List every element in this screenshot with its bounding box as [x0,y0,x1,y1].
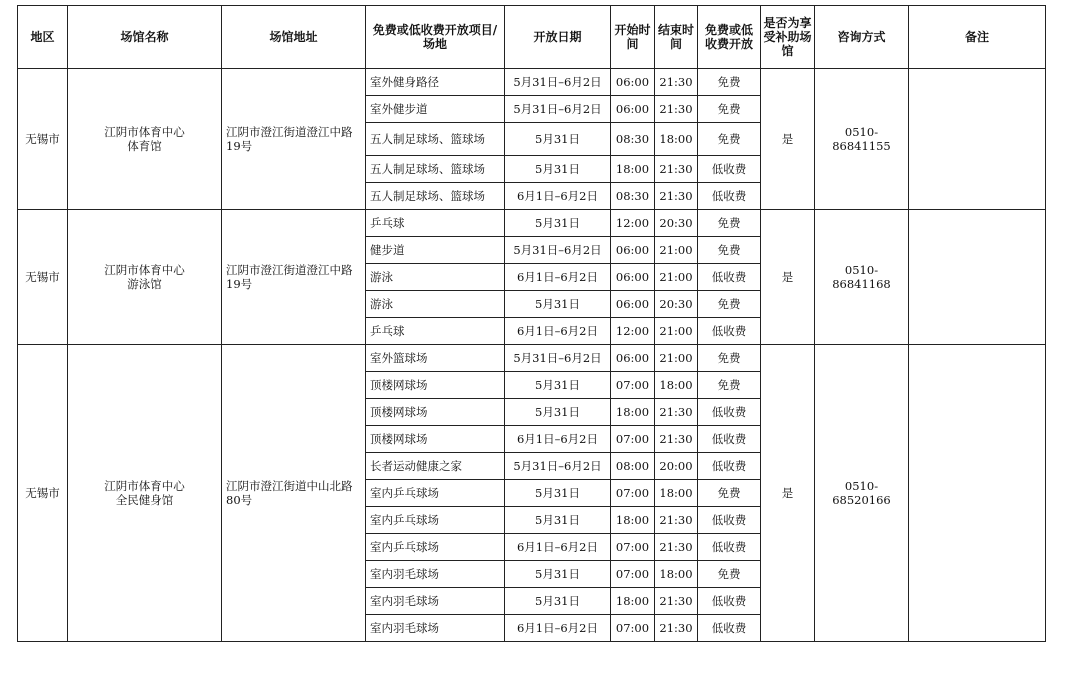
dates-cell: 5月31日 [505,123,611,156]
end-time-cell: 21:00 [655,345,698,372]
fee-type-cell: 低收费 [698,264,761,291]
item-cell: 游泳 [366,264,505,291]
start-time-cell: 06:00 [611,69,655,96]
header-address: 场馆地址 [222,6,366,69]
item-cell: 室内羽毛球场 [366,615,505,642]
venue-name-line: 江阴市体育中心 [104,125,185,139]
fee-type-cell: 免费 [698,291,761,318]
header-note: 备注 [909,6,1046,69]
dates-cell: 5月31日 [505,588,611,615]
item-cell: 长者运动健康之家 [366,453,505,480]
fee-type-cell: 低收费 [698,588,761,615]
fee-type-cell: 低收费 [698,426,761,453]
header-item: 免费或低收费开放项目/场地 [366,6,505,69]
item-cell: 健步道 [366,237,505,264]
contact-cell: 0510-86841168 [815,210,909,345]
end-time-cell: 21:00 [655,264,698,291]
item-cell: 顶楼网球场 [366,426,505,453]
end-time-cell: 21:30 [655,69,698,96]
end-time-cell: 21:00 [655,318,698,345]
contact-cell: 0510-68520166 [815,345,909,642]
end-time-cell: 18:00 [655,123,698,156]
dates-cell: 5月31日–6月2日 [505,237,611,264]
dates-cell: 5月31日–6月2日 [505,96,611,123]
venue-address-cell: 江阴市澄江街道澄江中路19号 [222,210,366,345]
dates-cell: 5月31日 [505,561,611,588]
venue-name-cell [68,345,222,642]
fee-type-cell: 低收费 [698,183,761,210]
end-time-cell: 21:00 [655,237,698,264]
end-time-cell: 21:30 [655,96,698,123]
start-time-cell: 07:00 [611,561,655,588]
header-region: 地区 [18,6,68,69]
start-time-cell: 18:00 [611,507,655,534]
start-time-cell: 12:00 [611,318,655,345]
table-row [18,210,1046,237]
note-cell [909,69,1046,210]
fee-type-cell: 低收费 [698,318,761,345]
header-row [18,6,1046,69]
start-time-cell: 07:00 [611,615,655,642]
dates-cell: 5月31日 [505,291,611,318]
region-cell: 无锡市 [18,345,68,642]
venue-name-line: 游泳馆 [127,277,162,291]
venue-name-cell [68,69,222,210]
end-time-cell: 21:30 [655,183,698,210]
fee-type-cell: 免费 [698,123,761,156]
item-cell: 室内乒乓球场 [366,534,505,561]
fee-type-cell: 低收费 [698,156,761,183]
item-cell: 室外篮球场 [366,345,505,372]
dates-cell: 6月1日–6月2日 [505,426,611,453]
venue-schedule-table [17,5,1046,642]
end-time-cell: 21:30 [655,588,698,615]
start-time-cell: 06:00 [611,345,655,372]
fee-type-cell: 免费 [698,96,761,123]
item-cell: 室外健身路径 [366,69,505,96]
end-time-cell: 21:30 [655,399,698,426]
dates-cell: 5月31日 [505,210,611,237]
venue-name-cell [68,210,222,345]
fee-type-cell: 免费 [698,210,761,237]
header-fee-type: 免费或低收费开放 [698,6,761,69]
subsidy-cell: 是 [761,210,815,345]
fee-type-cell: 免费 [698,561,761,588]
start-time-cell: 08:00 [611,453,655,480]
item-cell: 室内羽毛球场 [366,561,505,588]
fee-type-cell: 免费 [698,237,761,264]
dates-cell: 5月31日 [505,156,611,183]
fee-type-cell: 低收费 [698,453,761,480]
header-dates: 开放日期 [505,6,611,69]
dates-cell: 5月31日 [505,507,611,534]
item-cell: 乒乓球 [366,318,505,345]
end-time-cell: 21:30 [655,426,698,453]
end-time-cell: 18:00 [655,480,698,507]
start-time-cell: 18:00 [611,156,655,183]
header-contact: 咨询方式 [815,6,909,69]
item-cell: 五人制足球场、篮球场 [366,156,505,183]
item-cell: 室内乒乓球场 [366,480,505,507]
start-time-cell: 12:00 [611,210,655,237]
start-time-cell: 07:00 [611,426,655,453]
region-cell: 无锡市 [18,210,68,345]
end-time-cell: 21:30 [655,534,698,561]
end-time-cell: 21:30 [655,615,698,642]
region-cell: 无锡市 [18,69,68,210]
dates-cell: 5月31日 [505,399,611,426]
start-time-cell: 18:00 [611,399,655,426]
end-time-cell: 18:00 [655,561,698,588]
dates-cell: 6月1日–6月2日 [505,264,611,291]
dates-cell: 6月1日–6月2日 [505,318,611,345]
item-cell: 室外健步道 [366,96,505,123]
dates-cell: 6月1日–6月2日 [505,183,611,210]
table-body [18,69,1046,642]
contact-cell: 0510-86841155 [815,69,909,210]
end-time-cell: 21:30 [655,507,698,534]
fee-type-cell: 免费 [698,69,761,96]
item-cell: 顶楼网球场 [366,372,505,399]
start-time-cell: 06:00 [611,96,655,123]
note-cell [909,210,1046,345]
dates-cell: 5月31日 [505,372,611,399]
start-time-cell: 06:00 [611,237,655,264]
dates-cell: 6月1日–6月2日 [505,534,611,561]
item-cell: 室内乒乓球场 [366,507,505,534]
venue-address-cell: 江阴市澄江街道中山北路80号 [222,345,366,642]
fee-type-cell: 低收费 [698,399,761,426]
fee-type-cell: 低收费 [698,507,761,534]
header-end-time: 结束时间 [655,6,698,69]
fee-type-cell: 免费 [698,345,761,372]
start-time-cell: 06:00 [611,291,655,318]
item-cell: 五人制足球场、篮球场 [366,183,505,210]
venue-address-cell: 江阴市澄江街道澄江中路19号 [222,69,366,210]
dates-cell: 5月31日–6月2日 [505,453,611,480]
start-time-cell: 07:00 [611,372,655,399]
start-time-cell: 06:00 [611,264,655,291]
dates-cell: 6月1日–6月2日 [505,615,611,642]
fee-type-cell: 免费 [698,372,761,399]
start-time-cell: 08:30 [611,123,655,156]
item-cell: 顶楼网球场 [366,399,505,426]
header-venue: 场馆名称 [68,6,222,69]
table-row [18,69,1046,96]
end-time-cell: 20:30 [655,291,698,318]
start-time-cell: 07:00 [611,480,655,507]
start-time-cell: 18:00 [611,588,655,615]
note-cell [909,345,1046,642]
item-cell: 乒乓球 [366,210,505,237]
start-time-cell: 07:00 [611,534,655,561]
fee-type-cell: 低收费 [698,615,761,642]
venue-name-line: 全民健身馆 [115,493,174,507]
fee-type-cell: 低收费 [698,534,761,561]
header-subsidy: 是否为享受补助场馆 [761,6,815,69]
end-time-cell: 20:00 [655,453,698,480]
dates-cell: 5月31日–6月2日 [505,69,611,96]
item-cell: 室内羽毛球场 [366,588,505,615]
end-time-cell: 18:00 [655,372,698,399]
fee-type-cell: 免费 [698,480,761,507]
schedule-sheet [17,5,1046,642]
start-time-cell: 08:30 [611,183,655,210]
item-cell: 游泳 [366,291,505,318]
venue-name-line: 江阴市体育中心 [104,263,185,277]
table-row [18,345,1046,372]
venue-name-line: 体育馆 [127,139,162,153]
item-cell: 五人制足球场、篮球场 [366,123,505,156]
venue-name-line: 江阴市体育中心 [104,479,185,493]
subsidy-cell: 是 [761,69,815,210]
end-time-cell: 21:30 [655,156,698,183]
dates-cell: 5月31日–6月2日 [505,345,611,372]
end-time-cell: 20:30 [655,210,698,237]
header-start-time: 开始时间 [611,6,655,69]
dates-cell: 5月31日 [505,480,611,507]
subsidy-cell: 是 [761,345,815,642]
